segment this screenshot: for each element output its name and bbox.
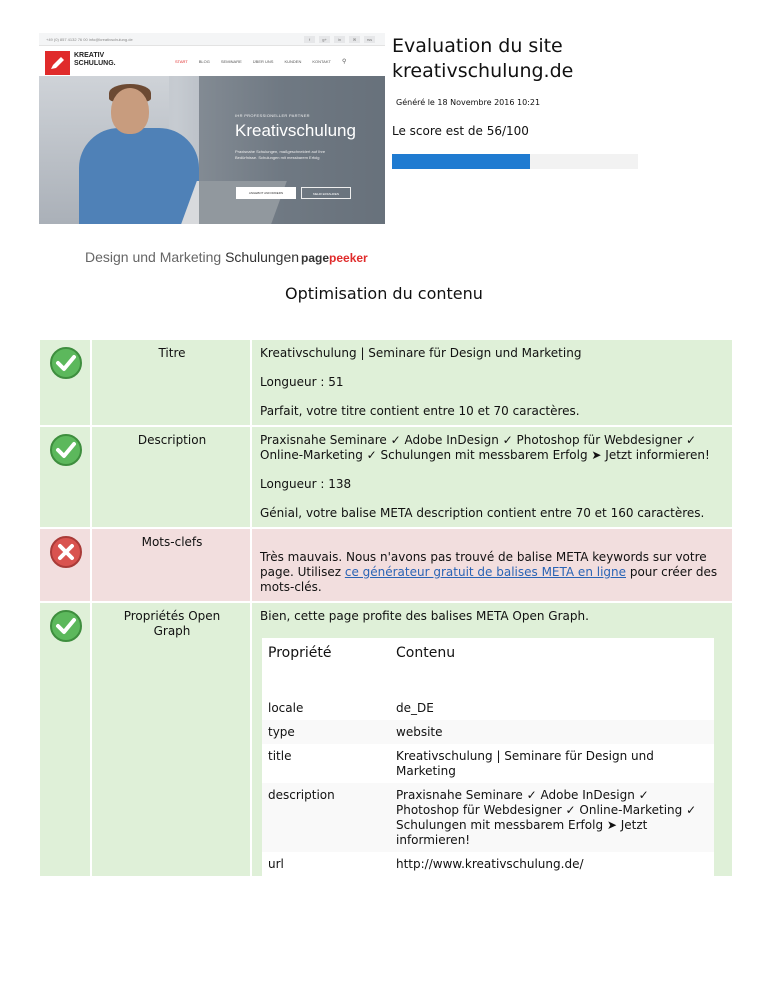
description-length: Longueur : 138	[260, 477, 352, 491]
hero-button-secondary: MEHR ERFAHREN	[301, 187, 351, 199]
menu-uber-uns: ÜBER UNS	[252, 59, 274, 64]
rss-icon: rss	[364, 36, 375, 43]
check-icon	[49, 346, 83, 380]
menu-start: START	[175, 59, 188, 64]
menu-kunden: KUNDEN	[284, 59, 302, 64]
og-header-property: Propriété	[262, 638, 390, 696]
title-value: Kreativschulung | Seminare für Design und Marketing	[260, 346, 582, 360]
title-verdict: Parfait, votre titre contient entre 10 et 70 caractères.	[260, 404, 580, 418]
row-opengraph-content	[254, 603, 732, 876]
score-text: Le score est de 56/100	[392, 124, 529, 138]
row-keywords	[40, 529, 732, 601]
kreativschulung-logo	[45, 51, 70, 75]
screenshot-topbar	[39, 33, 385, 46]
page-title: Evaluation du site kreativschulung.de	[392, 35, 574, 82]
hero-button-primary: ANGEBOT ANFORDERN	[236, 187, 296, 199]
table-row	[262, 783, 714, 852]
section-title: Optimisation du contenu	[285, 284, 483, 303]
website-screenshot	[39, 33, 385, 224]
row-description-content	[254, 427, 732, 527]
og-property-content: http://www.kreativschulung.de/	[390, 852, 714, 876]
row-title-label: Titre	[94, 340, 252, 425]
row-opengraph	[40, 603, 732, 876]
logo-line-2: SCHULUNG.	[74, 60, 116, 67]
table-row	[262, 696, 714, 720]
score-progress-bar	[392, 154, 638, 169]
hero-person-body	[79, 128, 199, 224]
og-property-name: title	[262, 744, 390, 783]
og-property-name: description	[262, 783, 390, 852]
keywords-verdict-text: Très mauvais. Nous n'avons pas trouvé de balise META keywords sur votre page. Utilisez	[260, 550, 707, 579]
table-row	[262, 852, 714, 876]
content-report	[40, 340, 732, 878]
og-property-content: website	[390, 720, 714, 744]
row-keywords-content	[254, 529, 732, 601]
logo-line-1: KREATIV	[74, 52, 105, 59]
table-row	[262, 720, 714, 744]
screenshot-menu	[175, 59, 346, 65]
mail-icon: ✉	[349, 36, 360, 43]
screenshot-contact: +49 (0) 857 4132 76 00 info@kreativschulung.de	[46, 37, 133, 42]
watermark-page: page	[301, 251, 330, 265]
pagepeeker-watermark	[300, 251, 369, 265]
og-property-name: type	[262, 720, 390, 744]
menu-seminare: SEMINARE	[220, 59, 242, 64]
menu-kontakt: KONTAKT	[312, 59, 331, 64]
opengraph-verdict: Bien, cette page profite des balises META Open Graph.	[260, 609, 589, 623]
table-row	[262, 744, 714, 783]
description-value: Praxisnahe Seminare ✓ Adobe InDesign ✓ Photoshop für Webdesigner ✓ Online-Marketing ✓ Schulungen mit messbarem Erfolg ➤ Jetzt informieren!	[260, 433, 710, 462]
score-progress-fill	[392, 154, 530, 169]
og-property-content: Praxisnahe Seminare ✓ Adobe InDesign ✓ Photoshop für Webdesigner ✓ Online-Marketing ✓ Schulungen mit messbarem Erfolg ➤ Jetzt informieren!	[390, 783, 714, 852]
og-property-name: locale	[262, 696, 390, 720]
row-description-status	[40, 427, 92, 527]
generated-date: Généré le 18 Novembre 2016 10:21	[396, 98, 541, 107]
hero-tagline: Praxisnahe Schulungen, maßgeschneidert auf Ihre Bedürfnisse. Schulungen mit messbarem Erfolg	[235, 149, 326, 160]
error-icon	[49, 535, 83, 569]
row-keywords-status	[40, 529, 92, 601]
row-description-label: Description	[94, 427, 252, 527]
row-opengraph-status	[40, 603, 92, 876]
title-length: Longueur : 51	[260, 375, 344, 389]
keywords-verdict	[260, 550, 726, 595]
meta-generator-link[interactable]: ce générateur gratuit de balises META en ligne	[344, 565, 627, 579]
check-icon	[49, 433, 83, 467]
watermark-peeker: peeker	[329, 251, 368, 265]
row-title	[40, 340, 732, 425]
tagline-dark: Schulungen	[225, 249, 300, 265]
check-icon	[49, 609, 83, 643]
tagline-light: Design und Marketing	[85, 249, 226, 265]
screenshot-hero	[39, 76, 385, 224]
og-header-content: Contenu	[390, 638, 714, 696]
linkedin-icon: in	[334, 36, 345, 43]
screenshot-social-icons	[304, 36, 375, 43]
menu-blog: BLOG	[198, 59, 210, 64]
row-title-status	[40, 340, 92, 425]
hero-partner-text: IHR PROFESSIONELLER PARTNER	[235, 113, 310, 118]
og-property-content: Kreativschulung | Seminare für Design und Marketing	[390, 744, 714, 783]
og-property-content: de_DE	[390, 696, 714, 720]
row-description	[40, 427, 732, 527]
hero-brand-text: Kreativschulung	[235, 121, 356, 140]
google-plus-icon: g+	[319, 36, 330, 43]
keywords-verdict-end: pour créer des mots-clés.	[260, 565, 718, 594]
og-property-name: url	[262, 852, 390, 876]
row-title-content	[254, 340, 732, 425]
screenshot-navbar	[39, 46, 385, 76]
description-verdict: Génial, votre balise META description contient entre 70 et 160 caractères.	[260, 506, 705, 520]
hero-person-head	[111, 88, 149, 134]
screenshot-logo-text	[74, 52, 116, 68]
facebook-icon: f	[304, 36, 315, 43]
opengraph-table	[262, 638, 714, 876]
row-keywords-label: Mots-clefs	[94, 529, 252, 601]
search-icon: ⚲	[341, 59, 347, 65]
row-opengraph-label: Propriétés Open Graph	[94, 603, 252, 876]
